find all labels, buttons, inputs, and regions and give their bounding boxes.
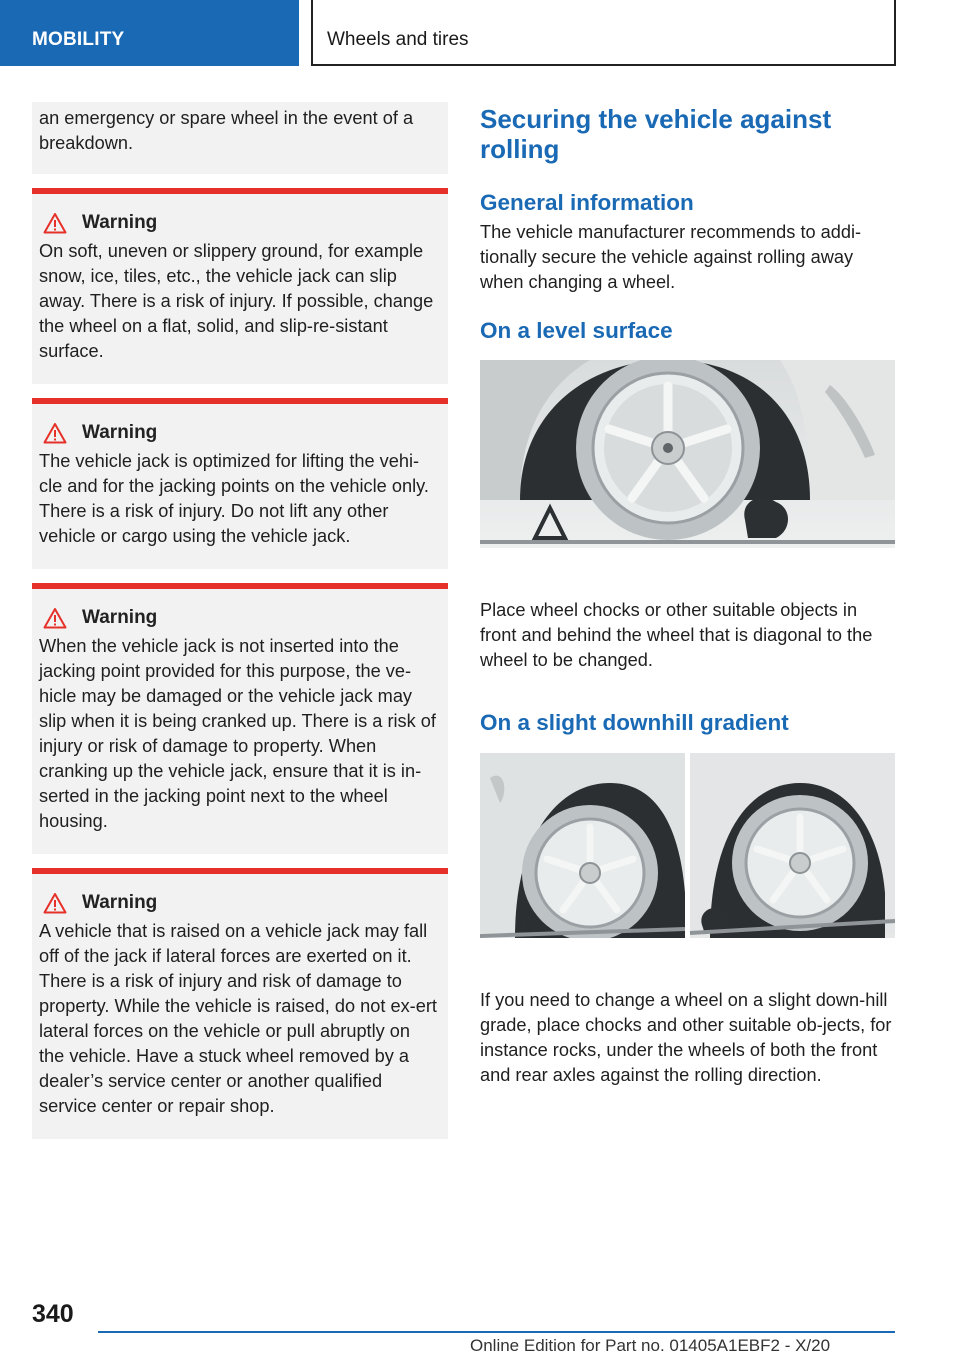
downhill-text: If you need to change a wheel on a slight down‐hill grade, place chocks and other suitable ob‐jects, for instance rocks, under the wheels of both the front and rear axles against the rolling direction.	[480, 990, 892, 1085]
level-surface-illustration	[480, 360, 895, 548]
warning-box-2	[32, 398, 448, 569]
footer-edition: Online Edition for Part no. 01405A1EBF2 - X/20	[470, 1336, 831, 1355]
warning-triangle-icon	[43, 892, 67, 914]
intro-box	[32, 102, 448, 174]
general-heading: General information	[480, 190, 694, 215]
intro-text: an emergency or spare wheel in the event of a breakdown.	[39, 108, 414, 153]
warning-text: When the vehicle jack is not inserted into the jacking point provided for this purpose, the ve‐hicle may be damaged or the vehicle jack may slip when it is being cranked up. There is a risk of injury or risk of damage to property. When cranking up the vehicle jack, ensure that it is in‐serted in the jacking point next to the wheel housing.	[39, 636, 436, 831]
warning-title: Warning	[82, 607, 158, 628]
warning-box-3	[32, 583, 448, 854]
footer-divider	[98, 1331, 895, 1333]
chapter-title: Wheels and tires	[311, 0, 896, 66]
downhill-heading: On a slight downhill gradient	[480, 710, 789, 735]
right-column	[480, 102, 896, 1088]
warning-triangle-icon	[43, 212, 67, 234]
warning-triangle-icon	[43, 607, 67, 629]
level-text: Place wheel chocks or other suitable objects in front and behind the wheel that is diagonal to the wheel to be changed.	[480, 600, 873, 670]
level-heading: On a level surface	[480, 318, 673, 343]
warning-box-4	[32, 868, 448, 1139]
downhill-illustration	[480, 753, 895, 938]
warning-title: Warning	[82, 892, 158, 913]
warning-triangle-icon	[43, 422, 67, 444]
warning-text: A vehicle that is raised on a vehicle jack may fall off of the jack if lateral forces are exerted on it. There is a risk of injury and risk of damage to property. While the vehicle is raised, do not ex‐ert lateral forces on the vehicle or pull abruptly on the vehicle. Have a stuck wheel removed by a dealer’s service center or another qualified service center or repair shop.	[39, 921, 437, 1116]
section-tab: MOBILITY	[0, 0, 299, 66]
page-number: 340	[32, 1300, 74, 1328]
warning-text: The vehicle jack is optimized for lifting the vehi‐cle and for the jacking points on the vehicle only. There is a risk of injury. Do not lift any other vehicle or cargo using the vehicle jack.	[39, 451, 429, 546]
warning-text: On soft, uneven or slippery ground, for example snow, ice, tiles, etc., the vehicle jack can slip away. There is a risk of injury. If possible, change the wheel on a flat, solid, and slip-re‐sistant surface.	[39, 241, 434, 361]
section-title: Securing the vehicle against rolling	[480, 104, 832, 164]
warning-title: Warning	[82, 212, 158, 233]
general-text: The vehicle manufacturer recommends to addi‐tionally secure the vehicle against rolling away when changing a wheel.	[480, 222, 862, 292]
warning-box-1	[32, 188, 448, 384]
warning-title: Warning	[82, 422, 158, 443]
left-column	[32, 102, 448, 1139]
